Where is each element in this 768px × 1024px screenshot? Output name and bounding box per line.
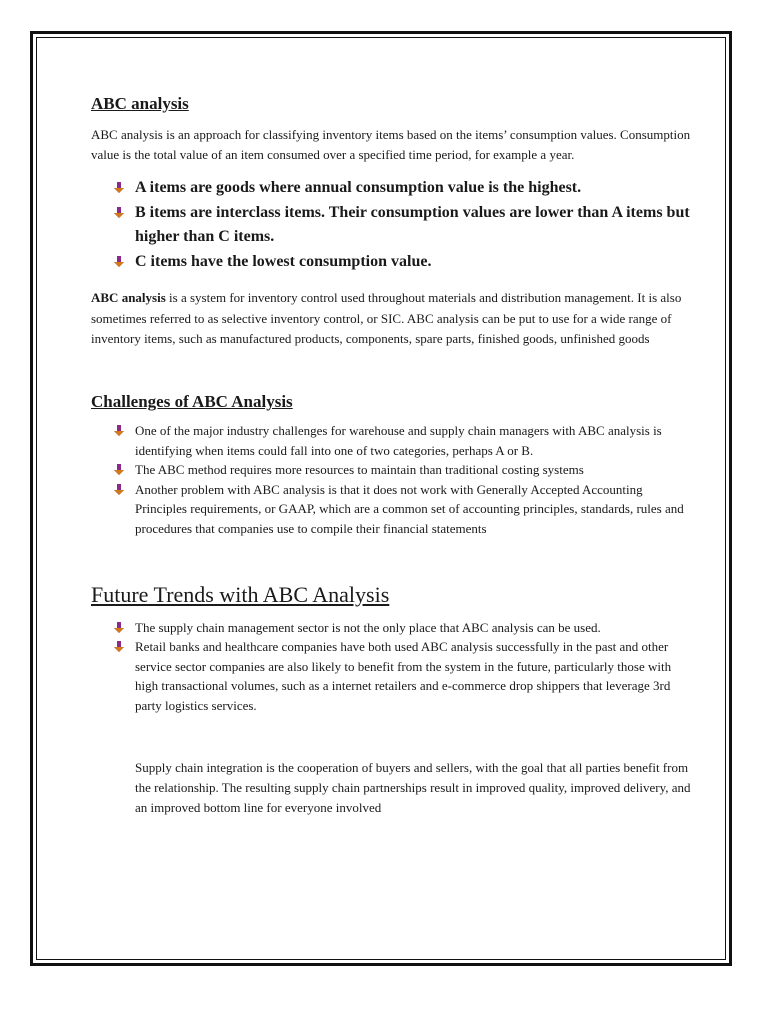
down-arrow-bullet-icon [113,425,125,437]
list-item [91,250,691,275]
list-item [91,637,691,715]
heading-abc-analysis: ABC analysis [91,94,189,113]
list-item [91,480,691,539]
supply-chain-paragraph: Supply chain integration is the cooperation of buyers and sellers, with the goal that all parties benefit from the relationship. The resulting supply chain partnerships result in improved quality, improved delivery, and an improved bottom line for everyone involved [135,759,691,815]
list-item-text: B items are interclass items. Their consumption values are lower than A items but higher than C items. [135,203,690,246]
abc-classes-list [91,176,691,274]
list-item-text: Retail banks and healthcare companies have both used ABC analysis successfully in the past and other service sector companies are also likely to benefit from the system in the future, particularly those with high transactional volumes, such as a internet retailers and e-commerce drop shippers that leverage 3rd party logistics services. [135,639,672,713]
list-item-text: One of the major industry challenges for warehouse and supply chain managers with ABC analysis is identifying when items could fall into one of two categories, perhaps A or B. [135,423,662,458]
document-body [91,92,691,818]
list-item-text: The supply chain management sector is not the only place that ABC analysis can be used. [135,619,601,635]
heading-future-trends: Future Trends with ABC Analysis [91,581,390,607]
list-item-text: Another problem with ABC analysis is that it does not work with Generally Accepted Accounting Principles requirements, or GAAP, which are a common set of accounting principles, standards, rules and procedures that companies use to compile their financial statements [135,481,684,536]
list-item [91,460,691,480]
down-arrow-bullet-icon [113,207,125,219]
down-arrow-bullet-icon [113,484,125,496]
list-item-text: C items have the lowest consumption value. [135,252,432,270]
list-item-text: The ABC method requires more resources to maintain than traditional costing systems [135,462,584,478]
list-item [91,421,691,460]
abc-definition-term: ABC analysis [91,290,166,306]
list-item [91,618,691,638]
down-arrow-bullet-icon [113,464,125,476]
abc-intro-paragraph: ABC analysis is an approach for classifying inventory items based on the items’ consumption values. Consumption value is the total value of an item consumed over a specified time period, for example a year. [91,127,691,163]
list-item-text: A items are goods where annual consumption value is the highest. [135,179,582,197]
down-arrow-bullet-icon [113,622,125,634]
down-arrow-bullet-icon [113,182,125,194]
heading-challenges: Challenges of ABC Analysis [91,392,293,412]
future-trends-list [91,618,691,716]
down-arrow-bullet-icon [113,641,125,653]
list-item [91,201,691,250]
challenges-list [91,421,691,539]
abc-definition-text: is a system for inventory control used throughout materials and distribution management. It is also sometimes referred to as selective inventory control, or SIC. ABC analysis can be put to use for a wide range of inventory items, such as manufactured products, components, spare parts, finished goods, unfinished goods [91,290,682,346]
abc-definition-paragraph [91,288,691,349]
list-item [91,176,691,201]
down-arrow-bullet-icon [113,256,125,268]
